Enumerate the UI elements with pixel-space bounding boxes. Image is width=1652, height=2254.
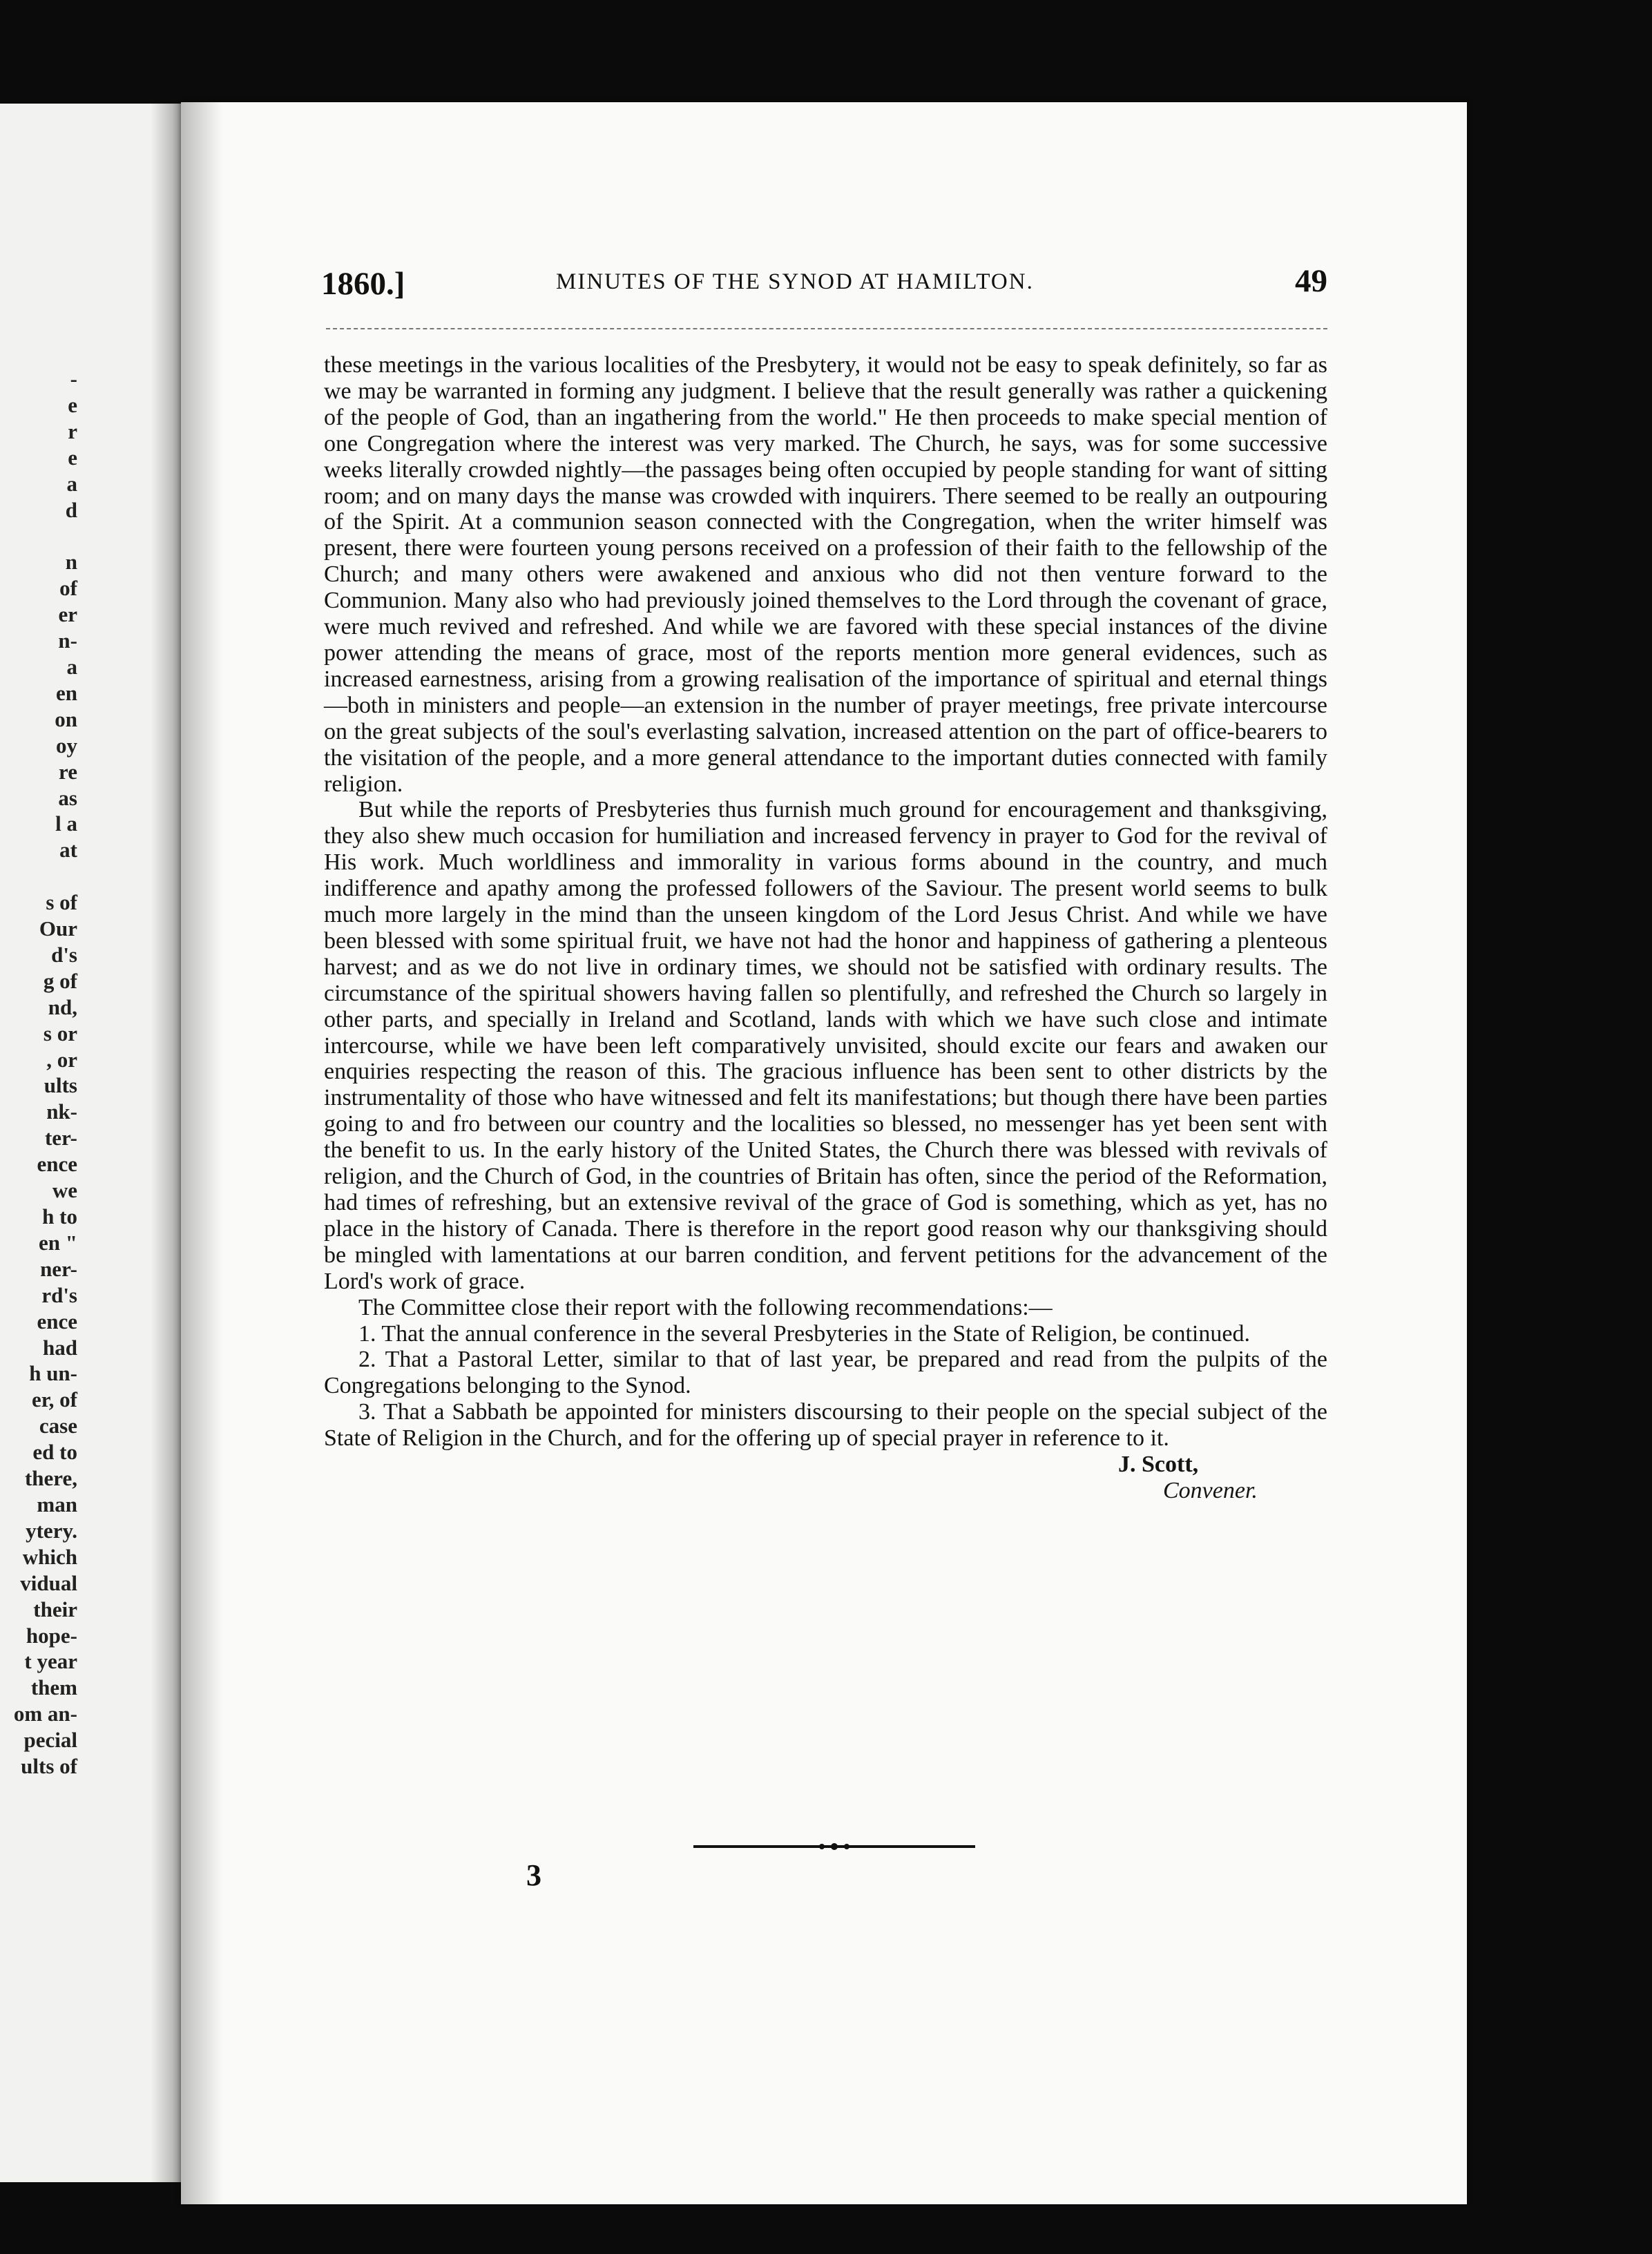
page-number: 49 [1295, 263, 1327, 299]
header-rule [326, 328, 1327, 329]
body-text [324, 352, 1327, 1504]
signature-title: Convener. [1163, 1478, 1258, 1504]
recommendation-item: 1. That the annual conference in the several Presbyteries in the State of Religion, be continued. [358, 1320, 1250, 1347]
signature-name: J. Scott, [1118, 1452, 1199, 1478]
recommendation-item: 2. That a Pastoral Letter, similar to that of last year, be prepared and read from the pulpits of the Congregations belonging to the Synod. [324, 1347, 1327, 1399]
recommendation-item: 3. That a Sabbath be appointed for ministers discoursing to their people on the special subject of the State of Religion in the Church, and for the offering up of special prayer in reference to it. [324, 1399, 1327, 1452]
signature-block [324, 1452, 1327, 1504]
paragraph: these meetings in the various localities of the Presbytery, it would not be easy to speak definitely, so far as we may be warranted in forming any judgment. I believe that the result generally was rather a quickening of the people of God, than an ingathering from the world." He then proceeds to make special mention of one Congregation where the interest was very marked. The Church, he says, was for some successive weeks literally crowded nightly—the passages being often occupied by people standing for want of sitting room; and on many days the manse was crowded with inquirers. There seemed to be really an outpouring of the Spirit. At a communion season connected with the Congregation, when the writer himself was present, there were fourteen young persons received on a profession of their faith to the fellowship of the Church; and many others were awakened and anxious who did not then venture forward to the Communion. Many also who had previously joined themselves to the Lord through the covenant of grace, were much revived and refreshed. And while we are favored with these special instances of the divine power attending the means of grace, most of the reports mention more general evidences, such as increased earnestness, arising from a growing realisation of the importance of spiritual and eternal things—both in ministers and people—an extension in the number of prayer meetings, free private intercourse on the great subjects of the soul's everlasting salvation, increased attention on the part of office-bearers to the visitation of the people, and a more general attendance to the important duties connected with family religion. [324, 352, 1327, 797]
running-header [321, 261, 1327, 302]
page-shadow [181, 102, 222, 2204]
header-year: 1860.] [321, 266, 405, 302]
paragraph: The Committee close their report with the following recommendations:— [358, 1294, 1053, 1320]
adjacent-page-text: - e r e a d n of er n- a en on oy re as l a at s of Our d's g of nd, s or , or ults nk- ter- ence we h to en " ner- rd's ence had h un- er, of case ed to there, man ytery. which vidual their hope- t year them om an- pecial ults of [13, 367, 77, 1779]
divider-ornament [693, 1842, 975, 1851]
paragraph: But while the reports of Presbyteries thus furnish much ground for encouragement and thanksgiving, they also shew much occasion for humiliation and increased fervency in prayer to God for the revival of His work. Much worldliness and immorality in various forms abound in the country, and much indifference and apathy among the professed followers of the Saviour. The present world seems to bulk much more largely in the mind than the unseen kingdom of the Lord Jesus Christ. And while we have been blessed with some spiritual fruit, we have not had the honor and happiness of gathering a plenteous harvest; and as we do not live in ordinary times, we should not be satisfied with ordinary results. The circumstance of the spiritual showers having fallen so plentifully, and refreshed the Church so largely in other parts, and specially in Ireland and Scotland, lands with which we have such close and intimate intercourse, while we have been left comparatively unvisited, should excite our fears and awaken our enquiries respecting the reason of this. The gracious influence has been sent to other districts by the instrumentality of those who have witnessed and felt its manifestations; but though there have been parties going to and fro between our country and the localities so blessed, no messenger has yet been sent with the benefit to us. In the early history of the United States, the Church there was blessed with revivals of religion, and the Church of God, in the countries of Britain has often, since the period of the Reformation, had times of refreshing, but an extensive revival of the grace of God is something, which as yet, has no place in the history of Canada. There is therefore in the report good reason why our thanksgiving should be mingled with lamentations at our barren condition, and fervent petitions for the advancement of the Lord's work of grace. [324, 797, 1327, 1294]
signature-mark: 3 [526, 1858, 541, 1892]
header-title: MINUTES OF THE SYNOD AT HAMILTON. [556, 269, 1034, 294]
